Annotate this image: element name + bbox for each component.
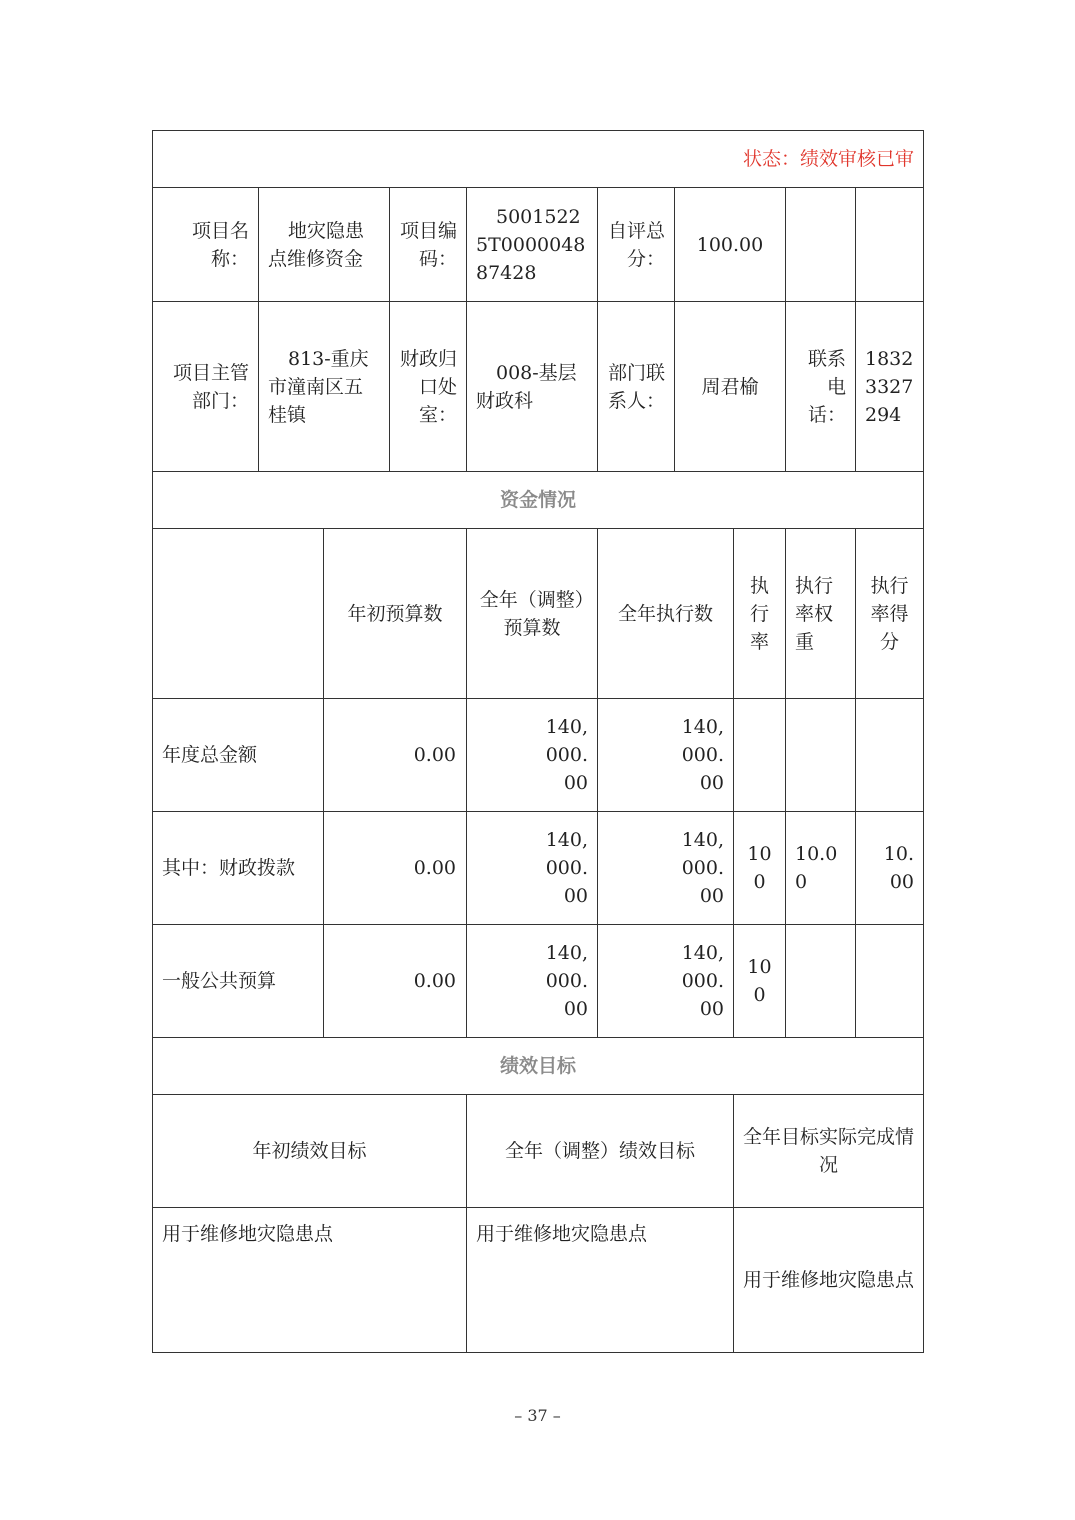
- funds-header-initial: 年初预算数: [324, 529, 467, 699]
- funds-section-title: 资金情况: [153, 472, 924, 529]
- funds-row-initial: 0.00: [324, 925, 467, 1038]
- phone-label: 联系电话：: [786, 302, 856, 472]
- office-label: 财政归口处室：: [390, 302, 467, 472]
- funds-row-score: 10.00: [856, 812, 924, 925]
- funds-header-adjusted: 全年（调整）预算数: [467, 529, 598, 699]
- goals-header-adjusted: 全年（调整）绩效目标: [467, 1095, 734, 1208]
- goals-header-initial: 年初绩效目标: [153, 1095, 467, 1208]
- funds-row-weight: [786, 699, 856, 812]
- office-value: 008-基层财政科: [467, 302, 598, 472]
- self-score-value: 100.00: [675, 188, 786, 302]
- funds-row-executed: 140,000.00: [598, 925, 734, 1038]
- empty-cell: [856, 188, 924, 302]
- funds-row: [153, 925, 924, 1038]
- dept-label: 项目主管部门：: [153, 302, 259, 472]
- funds-row-weight: [786, 925, 856, 1038]
- goals-actual-value: 用于维修地灾隐患点: [734, 1208, 924, 1353]
- funds-row-initial: 0.00: [324, 812, 467, 925]
- funds-row-adjusted: 140,000.00: [467, 925, 598, 1038]
- funds-row-adjusted: 140,000.00: [467, 812, 598, 925]
- page-number: – 37 –: [514, 1406, 561, 1425]
- project-code-value: 50015225T000004887428: [467, 188, 598, 302]
- funds-row-name: 年度总金额: [153, 699, 324, 812]
- funds-row: [153, 812, 924, 925]
- status-label: 状态：绩效审核已审: [153, 131, 924, 188]
- contact-value: 周君榆: [675, 302, 786, 472]
- funds-row-rate: [734, 699, 786, 812]
- funds-row-rate: 100: [734, 925, 786, 1038]
- funds-row-name: 其中：财政拨款: [153, 812, 324, 925]
- empty-cell: [786, 188, 856, 302]
- funds-row-score: [856, 699, 924, 812]
- funds-row-weight: 10.00: [786, 812, 856, 925]
- performance-table: [152, 130, 924, 1353]
- funds-header-executed: 全年执行数: [598, 529, 734, 699]
- funds-header-score: 执行率得分: [856, 529, 924, 699]
- funds-row-adjusted: 140,000.00: [467, 699, 598, 812]
- funds-row-executed: 140,000.00: [598, 812, 734, 925]
- project-name-value: 地灾隐患点维修资金: [259, 188, 390, 302]
- self-score-label: 自评总分：: [598, 188, 675, 302]
- funds-header-rate: 执行率: [734, 529, 786, 699]
- goals-section-title: 绩效目标: [153, 1038, 924, 1095]
- goals-header-actual: 全年目标实际完成情况: [734, 1095, 924, 1208]
- goals-adjusted-value: 用于维修地灾隐患点: [467, 1208, 734, 1353]
- funds-row-name: 一般公共预算: [153, 925, 324, 1038]
- funds-header-weight: 执行率权重: [786, 529, 856, 699]
- project-name-label: 项目名称：: [153, 188, 259, 302]
- goals-initial-value: 用于维修地灾隐患点: [153, 1208, 467, 1353]
- funds-row: [153, 699, 924, 812]
- phone-value: 18323327294: [856, 302, 924, 472]
- funds-row-initial: 0.00: [324, 699, 467, 812]
- project-code-label: 项目编码：: [390, 188, 467, 302]
- funds-row-rate: 100: [734, 812, 786, 925]
- funds-header-blank: [153, 529, 324, 699]
- contact-label: 部门联系人：: [598, 302, 675, 472]
- funds-row-score: [856, 925, 924, 1038]
- dept-value: 813-重庆市潼南区五桂镇: [259, 302, 390, 472]
- funds-row-executed: 140,000.00: [598, 699, 734, 812]
